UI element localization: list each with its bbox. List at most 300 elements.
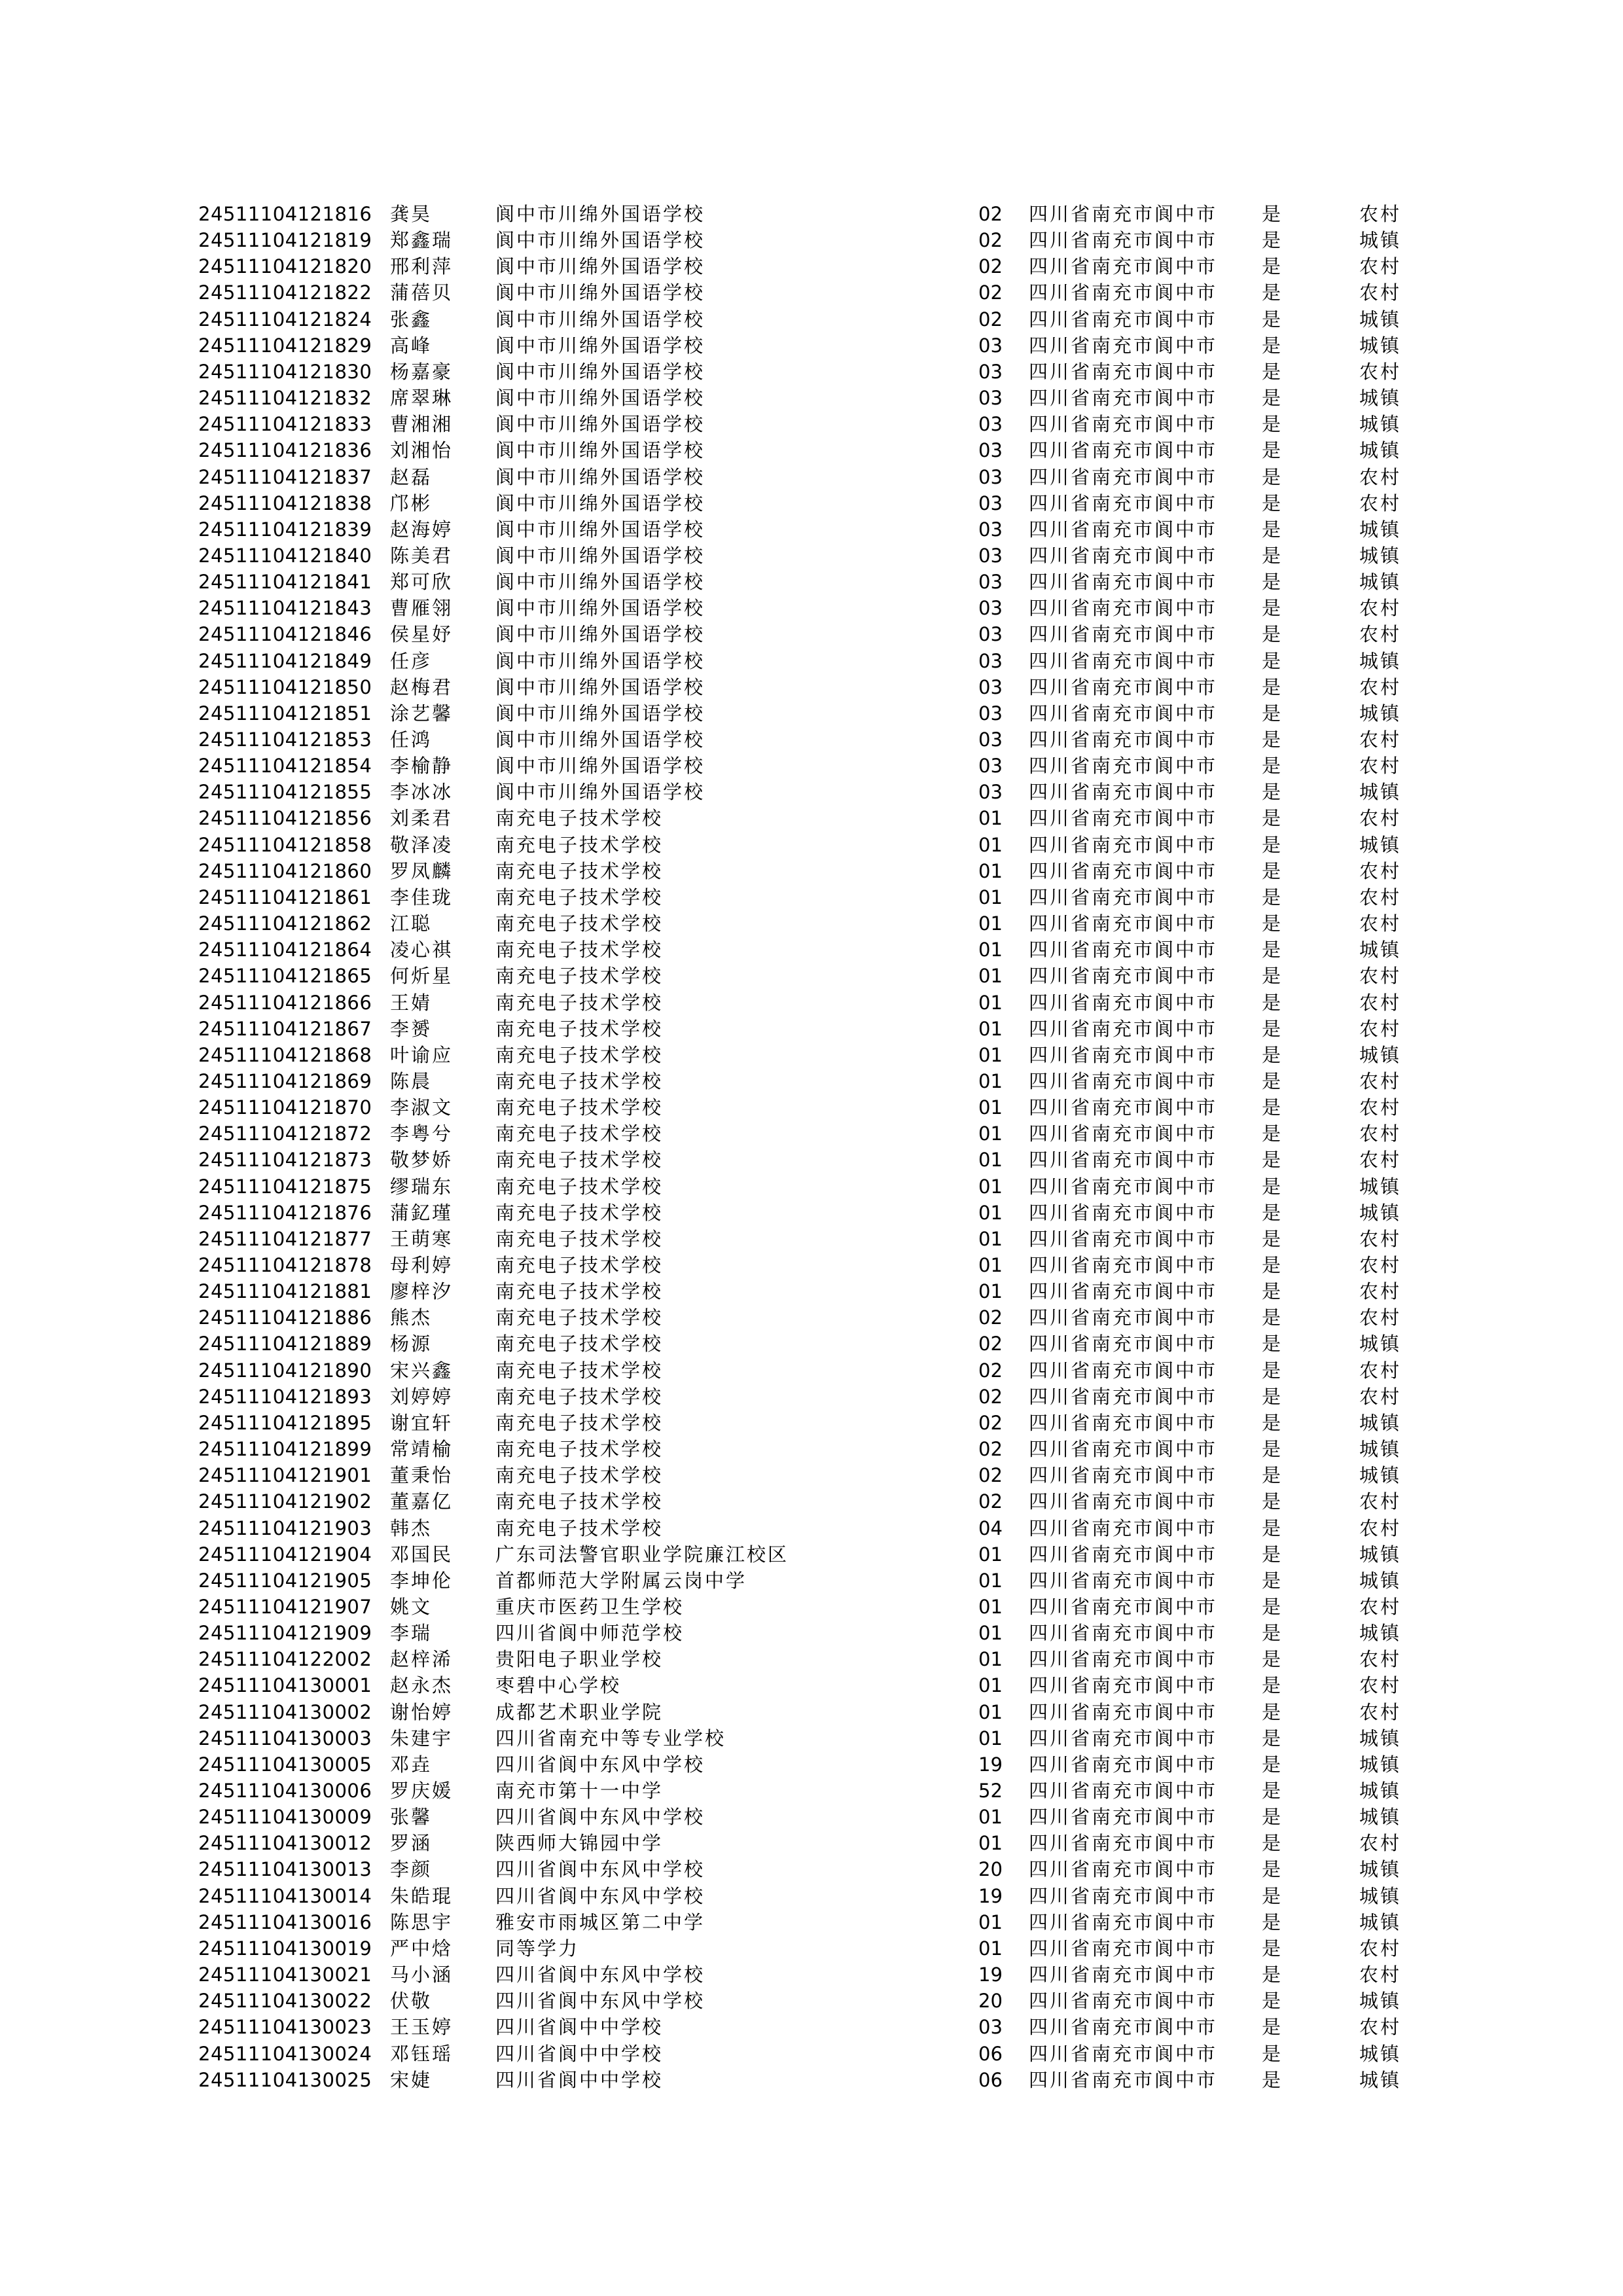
table-row: [0, 1200, 1623, 1226]
table-row: [0, 884, 1623, 910]
confirm-flag-cell: 是: [1262, 649, 1283, 672]
residence-type-cell: 农村: [1359, 1359, 1402, 1382]
class-code-cell: 02: [978, 1306, 1003, 1329]
confirm-flag-cell: 是: [1262, 229, 1283, 252]
confirm-flag-cell: 是: [1262, 1674, 1283, 1697]
residence-type-cell: 农村: [1359, 1227, 1402, 1250]
school-name-cell: 阆中市川绵外国语学校: [495, 439, 705, 462]
student-name-cell: 邝彬: [390, 492, 433, 514]
school-name-cell: 南充电子技术学校: [495, 1385, 664, 1408]
class-code-cell: 03: [978, 439, 1003, 462]
table-row: [0, 2014, 1623, 2040]
student-name-cell: 宋兴鑫: [390, 1359, 454, 1382]
student-name-cell: 李瑞: [390, 1622, 433, 1645]
school-name-cell: 南充电子技术学校: [495, 833, 664, 856]
residence-type-cell: 城镇: [1359, 1990, 1402, 2013]
exam-id-cell: 24511104121904: [198, 1543, 372, 1566]
table-row: [0, 1252, 1623, 1278]
student-name-cell: 凌心祺: [390, 939, 454, 961]
region-cell: 四川省南充市阆中市: [1029, 1149, 1218, 1172]
exam-id-cell: 24511104130014: [198, 1884, 372, 1907]
table-row: [0, 279, 1623, 306]
confirm-flag-cell: 是: [1262, 833, 1283, 856]
region-cell: 四川省南充市阆中市: [1029, 334, 1218, 357]
student-name-cell: 席翠琳: [390, 387, 454, 410]
region-cell: 四川省南充市阆中市: [1029, 755, 1218, 778]
table-row: [0, 1646, 1623, 1672]
exam-id-cell: 24511104130022: [198, 1990, 372, 2013]
student-name-cell: 王萌寒: [390, 1227, 454, 1250]
class-code-cell: 03: [978, 360, 1003, 383]
region-cell: 四川省南充市阆中市: [1029, 1858, 1218, 1881]
residence-type-cell: 农村: [1359, 1254, 1402, 1276]
exam-id-cell: 24511104121877: [198, 1227, 372, 1250]
exam-id-cell: 24511104121860: [198, 859, 372, 882]
region-cell: 四川省南充市阆中市: [1029, 2042, 1218, 2065]
exam-id-cell: 24511104121876: [198, 1201, 372, 1224]
student-name-cell: 谢怡婷: [390, 1700, 454, 1723]
exam-id-cell: 24511104130009: [198, 1806, 372, 1829]
residence-type-cell: 城镇: [1359, 1780, 1402, 1802]
exam-id-cell: 24511104121841: [198, 571, 372, 594]
school-name-cell: 南充电子技术学校: [495, 1280, 664, 1303]
confirm-flag-cell: 是: [1262, 1569, 1283, 1592]
class-code-cell: 02: [978, 1359, 1003, 1382]
student-name-cell: 罗庆媛: [390, 1780, 454, 1802]
exam-id-cell: 24511104130016: [198, 1910, 372, 1933]
student-name-cell: 邢利萍: [390, 255, 454, 278]
table-row: [0, 437, 1623, 463]
school-name-cell: 阆中市川绵外国语学校: [495, 597, 705, 620]
confirm-flag-cell: 是: [1262, 912, 1283, 935]
exam-id-cell: 24511104121875: [198, 1175, 372, 1198]
region-cell: 四川省南充市阆中市: [1029, 649, 1218, 672]
region-cell: 四川省南充市阆中市: [1029, 702, 1218, 725]
region-cell: 四川省南充市阆中市: [1029, 1254, 1218, 1276]
region-cell: 四川省南充市阆中市: [1029, 807, 1218, 830]
table-row: [0, 464, 1623, 490]
class-code-cell: 02: [978, 1464, 1003, 1487]
class-code-cell: 01: [978, 1595, 1003, 1618]
class-code-cell: 02: [978, 203, 1003, 225]
residence-type-cell: 城镇: [1359, 1201, 1402, 1224]
confirm-flag-cell: 是: [1262, 1464, 1283, 1487]
school-name-cell: 成都艺术职业学院: [495, 1700, 664, 1723]
class-code-cell: 03: [978, 781, 1003, 804]
confirm-flag-cell: 是: [1262, 1648, 1283, 1671]
region-cell: 四川省南充市阆中市: [1029, 781, 1218, 804]
region-cell: 四川省南充市阆中市: [1029, 912, 1218, 935]
region-cell: 四川省南充市阆中市: [1029, 1780, 1218, 1802]
class-code-cell: 01: [978, 912, 1003, 935]
exam-id-cell: 24511104121830: [198, 360, 372, 383]
school-name-cell: 南充电子技术学校: [495, 1043, 664, 1066]
exam-id-cell: 24511104121899: [198, 1438, 372, 1461]
school-name-cell: 广东司法警官职业学院廉江校区: [495, 1543, 789, 1566]
table-row: [0, 990, 1623, 1016]
student-name-cell: 熊杰: [390, 1306, 433, 1329]
table-row: [0, 253, 1623, 279]
school-name-cell: 南充电子技术学校: [495, 1069, 664, 1092]
exam-id-cell: 24511104121840: [198, 544, 372, 567]
region-cell: 四川省南充市阆中市: [1029, 833, 1218, 856]
table-row: [0, 1357, 1623, 1384]
student-name-cell: 赵梓浠: [390, 1648, 454, 1671]
school-name-cell: 雅安市雨城区第二中学: [495, 1910, 705, 1933]
exam-id-cell: 24511104130021: [198, 1964, 372, 1986]
exam-id-cell: 24511104121868: [198, 1043, 372, 1066]
exam-id-cell: 24511104121836: [198, 439, 372, 462]
table-row: [0, 621, 1623, 647]
region-cell: 四川省南充市阆中市: [1029, 1990, 1218, 2013]
residence-type-cell: 城镇: [1359, 571, 1402, 594]
region-cell: 四川省南充市阆中市: [1029, 1622, 1218, 1645]
region-cell: 四川省南充市阆中市: [1029, 1648, 1218, 1671]
confirm-flag-cell: 是: [1262, 886, 1283, 908]
confirm-flag-cell: 是: [1262, 965, 1283, 988]
student-name-cell: 侯星妤: [390, 623, 454, 646]
residence-type-cell: 城镇: [1359, 649, 1402, 672]
exam-id-cell: 24511104121837: [198, 465, 372, 488]
class-code-cell: 01: [978, 1122, 1003, 1145]
residence-type-cell: 城镇: [1359, 1411, 1402, 1434]
exam-id-cell: 24511104121881: [198, 1280, 372, 1303]
student-name-cell: 杨嘉豪: [390, 360, 454, 383]
confirm-flag-cell: 是: [1262, 755, 1283, 778]
class-code-cell: 06: [978, 2042, 1003, 2065]
table-row: [0, 1462, 1623, 1488]
class-code-cell: 52: [978, 1780, 1003, 1802]
school-name-cell: 南充电子技术学校: [495, 1490, 664, 1513]
exam-id-cell: 24511104121833: [198, 413, 372, 436]
confirm-flag-cell: 是: [1262, 413, 1283, 436]
confirm-flag-cell: 是: [1262, 1306, 1283, 1329]
student-name-cell: 李赟: [390, 1017, 433, 1040]
student-name-cell: 罗凤麟: [390, 859, 454, 882]
class-code-cell: 03: [978, 465, 1003, 488]
confirm-flag-cell: 是: [1262, 2042, 1283, 2065]
student-name-cell: 严中焓: [390, 1937, 454, 1960]
residence-type-cell: 城镇: [1359, 1438, 1402, 1461]
exam-id-cell: 24511104121872: [198, 1122, 372, 1145]
table-row: [0, 1068, 1623, 1094]
table-row: [0, 779, 1623, 805]
student-name-cell: 李颜: [390, 1858, 433, 1881]
table-row: [0, 963, 1623, 989]
region-cell: 四川省南充市阆中市: [1029, 1516, 1218, 1539]
table-row: [0, 674, 1623, 700]
class-code-cell: 02: [978, 281, 1003, 304]
exam-id-cell: 24511104130019: [198, 1937, 372, 1960]
table-row: [0, 1830, 1623, 1856]
residence-type-cell: 城镇: [1359, 2042, 1402, 2065]
exam-id-cell: 24511104121907: [198, 1595, 372, 1618]
student-name-cell: 曹湘湘: [390, 413, 454, 436]
confirm-flag-cell: 是: [1262, 1017, 1283, 1040]
confirm-flag-cell: 是: [1262, 465, 1283, 488]
confirm-flag-cell: 是: [1262, 1753, 1283, 1776]
confirm-flag-cell: 是: [1262, 2068, 1283, 2091]
table-row: [0, 700, 1623, 726]
school-name-cell: 阆中市川绵外国语学校: [495, 308, 705, 331]
residence-type-cell: 农村: [1359, 1832, 1402, 1855]
table-row: [0, 858, 1623, 884]
confirm-flag-cell: 是: [1262, 1043, 1283, 1066]
class-code-cell: 06: [978, 2068, 1003, 2091]
region-cell: 四川省南充市阆中市: [1029, 1122, 1218, 1145]
school-name-cell: 阆中市川绵外国语学校: [495, 675, 705, 698]
class-code-cell: 01: [978, 886, 1003, 908]
class-code-cell: 01: [978, 1201, 1003, 1224]
class-code-cell: 02: [978, 1411, 1003, 1434]
exam-id-cell: 24511104121889: [198, 1333, 372, 1355]
table-row: [0, 490, 1623, 516]
class-code-cell: 01: [978, 991, 1003, 1014]
exam-id-cell: 24511104121843: [198, 597, 372, 620]
residence-type-cell: 农村: [1359, 1017, 1402, 1040]
school-name-cell: 阆中市川绵外国语学校: [495, 281, 705, 304]
student-name-cell: 何炘星: [390, 965, 454, 988]
confirm-flag-cell: 是: [1262, 1964, 1283, 1986]
exam-id-cell: 24511104121839: [198, 518, 372, 541]
region-cell: 四川省南充市阆中市: [1029, 1753, 1218, 1776]
residence-type-cell: 农村: [1359, 597, 1402, 620]
table-row: [0, 569, 1623, 595]
exam-id-cell: 24511104121901: [198, 1464, 372, 1487]
confirm-flag-cell: 是: [1262, 308, 1283, 331]
student-name-cell: 赵海婷: [390, 518, 454, 541]
confirm-flag-cell: 是: [1262, 334, 1283, 357]
class-code-cell: 20: [978, 1990, 1003, 2013]
school-name-cell: 四川省阆中中学校: [495, 2068, 664, 2091]
residence-type-cell: 城镇: [1359, 781, 1402, 804]
school-name-cell: 南充电子技术学校: [495, 886, 664, 908]
school-name-cell: 南充电子技术学校: [495, 965, 664, 988]
region-cell: 四川省南充市阆中市: [1029, 1674, 1218, 1697]
school-name-cell: 南充电子技术学校: [495, 1333, 664, 1355]
confirm-flag-cell: 是: [1262, 571, 1283, 594]
region-cell: 四川省南充市阆中市: [1029, 1832, 1218, 1855]
confirm-flag-cell: 是: [1262, 544, 1283, 567]
exam-id-cell: 24511104130003: [198, 1727, 372, 1749]
residence-type-cell: 城镇: [1359, 413, 1402, 436]
exam-id-cell: 24511104130006: [198, 1780, 372, 1802]
region-cell: 四川省南充市阆中市: [1029, 1333, 1218, 1355]
student-name-cell: 王婧: [390, 991, 433, 1014]
class-code-cell: 19: [978, 1753, 1003, 1776]
table-row: [0, 648, 1623, 674]
confirm-flag-cell: 是: [1262, 1254, 1283, 1276]
table-row: [0, 753, 1623, 779]
residence-type-cell: 农村: [1359, 728, 1402, 751]
region-cell: 四川省南充市阆中市: [1029, 281, 1218, 304]
student-name-cell: 陈美君: [390, 544, 454, 567]
table-row: [0, 411, 1623, 437]
exam-id-cell: 24511104130001: [198, 1674, 372, 1697]
exam-id-cell: 24511104121893: [198, 1385, 372, 1408]
student-name-cell: 李粤兮: [390, 1122, 454, 1145]
student-name-cell: 张鑫: [390, 308, 433, 331]
exam-id-cell: 24511104121862: [198, 912, 372, 935]
student-name-cell: 姚文: [390, 1595, 433, 1618]
confirm-flag-cell: 是: [1262, 387, 1283, 410]
student-name-cell: 邓垚: [390, 1753, 433, 1776]
class-code-cell: 03: [978, 675, 1003, 698]
student-name-cell: 缪瑞东: [390, 1175, 454, 1198]
residence-type-cell: 城镇: [1359, 544, 1402, 567]
student-name-cell: 李冰冰: [390, 781, 454, 804]
school-name-cell: 南充电子技术学校: [495, 1411, 664, 1434]
exam-id-cell: 24511104121864: [198, 939, 372, 961]
class-code-cell: 03: [978, 334, 1003, 357]
exam-id-cell: 24511104121895: [198, 1411, 372, 1434]
exam-id-cell: 24511104130023: [198, 2016, 372, 2039]
school-name-cell: 贵阳电子职业学校: [495, 1648, 664, 1671]
student-name-cell: 赵永杰: [390, 1674, 454, 1697]
region-cell: 四川省南充市阆中市: [1029, 1543, 1218, 1566]
exam-id-cell: 24511104122002: [198, 1648, 372, 1671]
student-name-cell: 宋婕: [390, 2068, 433, 2091]
confirm-flag-cell: 是: [1262, 939, 1283, 961]
class-code-cell: 02: [978, 308, 1003, 331]
table-row: [0, 227, 1623, 253]
residence-type-cell: 农村: [1359, 1648, 1402, 1671]
student-name-cell: 高峰: [390, 334, 433, 357]
student-name-cell: 李淑文: [390, 1096, 454, 1119]
school-name-cell: 四川省阆中中学校: [495, 2016, 664, 2039]
school-name-cell: 南充电子技术学校: [495, 1438, 664, 1461]
residence-type-cell: 农村: [1359, 991, 1402, 1014]
region-cell: 四川省南充市阆中市: [1029, 939, 1218, 961]
school-name-cell: 南充电子技术学校: [495, 1254, 664, 1276]
exam-id-cell: 24511104121854: [198, 755, 372, 778]
class-code-cell: 04: [978, 1516, 1003, 1539]
confirm-flag-cell: 是: [1262, 859, 1283, 882]
school-name-cell: 阆中市川绵外国语学校: [495, 571, 705, 594]
table-row: [0, 1672, 1623, 1698]
confirm-flag-cell: 是: [1262, 1438, 1283, 1461]
class-code-cell: 01: [978, 1149, 1003, 1172]
class-code-cell: 02: [978, 229, 1003, 252]
region-cell: 四川省南充市阆中市: [1029, 1385, 1218, 1408]
confirm-flag-cell: 是: [1262, 1884, 1283, 1907]
school-name-cell: 四川省阆中东风中学校: [495, 1884, 705, 1907]
region-cell: 四川省南充市阆中市: [1029, 255, 1218, 278]
region-cell: 四川省南充市阆中市: [1029, 387, 1218, 410]
school-name-cell: 四川省阆中东风中学校: [495, 1858, 705, 1881]
school-name-cell: 南充电子技术学校: [495, 1149, 664, 1172]
table-row: [0, 1594, 1623, 1620]
exam-id-cell: 24511104121905: [198, 1569, 372, 1592]
residence-type-cell: 农村: [1359, 1595, 1402, 1618]
confirm-flag-cell: 是: [1262, 492, 1283, 514]
school-name-cell: 阆中市川绵外国语学校: [495, 702, 705, 725]
region-cell: 四川省南充市阆中市: [1029, 1175, 1218, 1198]
student-name-cell: 龚昊: [390, 203, 433, 225]
residence-type-cell: 城镇: [1359, 1543, 1402, 1566]
school-name-cell: 南充电子技术学校: [495, 1175, 664, 1198]
school-name-cell: 阆中市川绵外国语学校: [495, 360, 705, 383]
school-name-cell: 阆中市川绵外国语学校: [495, 492, 705, 514]
school-name-cell: 阆中市川绵外国语学校: [495, 334, 705, 357]
confirm-flag-cell: 是: [1262, 1490, 1283, 1513]
school-name-cell: 阆中市川绵外国语学校: [495, 203, 705, 225]
confirm-flag-cell: 是: [1262, 1595, 1283, 1618]
region-cell: 四川省南充市阆中市: [1029, 1438, 1218, 1461]
table-row: [0, 1384, 1623, 1410]
student-name-cell: 伏敬: [390, 1990, 433, 2013]
school-name-cell: 南充电子技术学校: [495, 1096, 664, 1119]
school-name-cell: 南充电子技术学校: [495, 1464, 664, 1487]
region-cell: 四川省南充市阆中市: [1029, 1964, 1218, 1986]
exam-id-cell: 24511104121850: [198, 675, 372, 698]
class-code-cell: 01: [978, 1017, 1003, 1040]
residence-type-cell: 城镇: [1359, 1622, 1402, 1645]
student-name-cell: 刘柔君: [390, 807, 454, 830]
table-row: [0, 910, 1623, 937]
school-name-cell: 阆中市川绵外国语学校: [495, 623, 705, 646]
residence-type-cell: 农村: [1359, 912, 1402, 935]
residence-type-cell: 农村: [1359, 360, 1402, 383]
region-cell: 四川省南充市阆中市: [1029, 1280, 1218, 1303]
exam-id-cell: 24511104121838: [198, 492, 372, 514]
student-name-cell: 常靖榆: [390, 1438, 454, 1461]
region-cell: 四川省南充市阆中市: [1029, 2068, 1218, 2091]
class-code-cell: 01: [978, 1096, 1003, 1119]
confirm-flag-cell: 是: [1262, 518, 1283, 541]
residence-type-cell: 农村: [1359, 492, 1402, 514]
class-code-cell: 03: [978, 518, 1003, 541]
class-code-cell: 01: [978, 1043, 1003, 1066]
class-code-cell: 01: [978, 1069, 1003, 1092]
confirm-flag-cell: 是: [1262, 1727, 1283, 1749]
school-name-cell: 阆中市川绵外国语学校: [495, 728, 705, 751]
region-cell: 四川省南充市阆中市: [1029, 308, 1218, 331]
student-name-cell: 郑鑫瑞: [390, 229, 454, 252]
region-cell: 四川省南充市阆中市: [1029, 1227, 1218, 1250]
exam-id-cell: 24511104121890: [198, 1359, 372, 1382]
table-row: [0, 1988, 1623, 2014]
region-cell: 四川省南充市阆中市: [1029, 203, 1218, 225]
school-name-cell: 南充电子技术学校: [495, 1017, 664, 1040]
residence-type-cell: 农村: [1359, 465, 1402, 488]
school-name-cell: 阆中市川绵外国语学校: [495, 755, 705, 778]
residence-type-cell: 城镇: [1359, 1858, 1402, 1881]
student-name-cell: 刘湘怡: [390, 439, 454, 462]
school-name-cell: 阆中市川绵外国语学校: [495, 387, 705, 410]
table-row: [0, 1751, 1623, 1778]
table-row: [0, 1909, 1623, 1935]
student-name-cell: 刘婷婷: [390, 1385, 454, 1408]
class-code-cell: 01: [978, 1622, 1003, 1645]
table-row: [0, 306, 1623, 332]
region-cell: 四川省南充市阆中市: [1029, 991, 1218, 1014]
student-name-cell: 杨源: [390, 1333, 433, 1355]
school-name-cell: 陕西师大锦园中学: [495, 1832, 664, 1855]
exam-id-cell: 24511104121909: [198, 1622, 372, 1645]
table-row: [0, 1436, 1623, 1462]
school-name-cell: 阆中市川绵外国语学校: [495, 229, 705, 252]
exam-id-cell: 24511104121866: [198, 991, 372, 1014]
school-name-cell: 阆中市川绵外国语学校: [495, 465, 705, 488]
residence-type-cell: 城镇: [1359, 334, 1402, 357]
exam-id-cell: 24511104121853: [198, 728, 372, 751]
region-cell: 四川省南充市阆中市: [1029, 1359, 1218, 1382]
exam-id-cell: 24511104121824: [198, 308, 372, 331]
student-name-cell: 王玉婷: [390, 2016, 454, 2039]
region-cell: 四川省南充市阆中市: [1029, 1937, 1218, 1960]
table-row: [0, 1226, 1623, 1252]
